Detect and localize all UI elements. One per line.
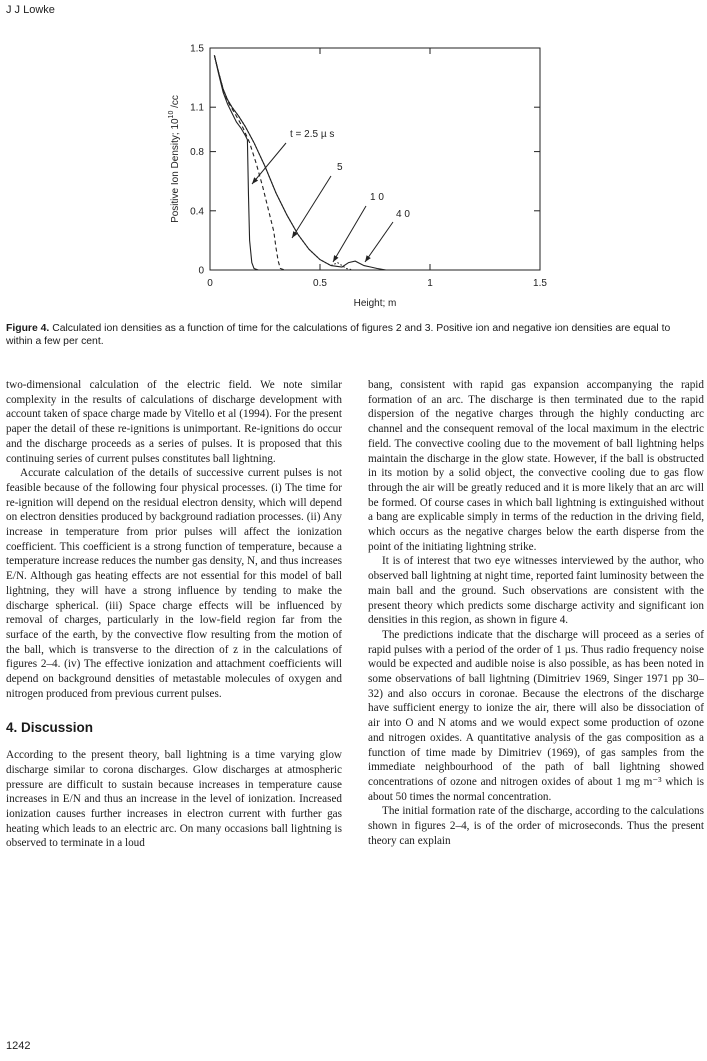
annotation-pointer-2 xyxy=(292,176,331,238)
x-tick-label: 0.5 xyxy=(313,278,327,289)
page-number: 1242 xyxy=(6,1040,31,1052)
left-column xyxy=(6,378,342,851)
left-paragraph-1: two-dimensional calculation of the electric field. We note similar complexity in the results of calculations of discharge development with account taken of space charge made by Vitello et al (1994). For the present paper the detail of these re-ignitions is unimportant. Re-ignitions do occur and the discharge proceeds as a series of pulses. It is proposed that this continuing series of current pulses constitutes ball lightning. xyxy=(6,379,342,465)
y-tick-label: 1.5 xyxy=(190,43,204,55)
annotation-arrowhead-3 xyxy=(333,255,339,262)
curve-annotation-1: t = 2.5 µ s xyxy=(290,129,335,140)
right-paragraph-4: The initial formation rate of the discharge, according to the calculations shown in figures 2–4, is of the order of microseconds. Thus the present theory can explain xyxy=(368,805,704,847)
annotation-arrowhead-4 xyxy=(365,255,371,262)
right-paragraph-2: It is of interest that two eye witnesses interviewed by the author, who observed ball lightning at night time, reported faint luminosity between the main ball and the ground. Such observations are consistent with the present theory which predicts some discharge activity and significant ion densities in this region, as shown in figure 4. xyxy=(368,555,704,627)
y-tick-label: 1.1 xyxy=(190,102,204,114)
y-tick-label: 0.4 xyxy=(190,206,204,218)
series-line-1 xyxy=(214,55,258,270)
section-heading-discussion: 4. Discussion xyxy=(6,720,94,736)
right-column xyxy=(368,378,704,849)
annotation-pointer-3 xyxy=(333,206,366,262)
series-line-4 xyxy=(214,55,386,270)
caption-text: Calculated ion densities as a function of time for the calculations of figures 2 and 3. Positive ion and negative ion densities are equal to within a few per cent. xyxy=(6,323,671,347)
curve-annotation-2: 5 xyxy=(337,162,343,173)
curve-annotation-4: 4 0 xyxy=(396,209,410,220)
x-axis-label: Height; m xyxy=(353,298,397,309)
left-paragraph-2: Accurate calculation of the details of successive current pulses is not feasible because of the following four physical processes. (i) The time for re-ignition will depend on the residual electron density, which will depend on electron densities produced by background radiation processes. (ii) Any increase in temperature from prior pulses will affect the ionization coefficient. This coefficient is a strong function of temperature, because a temperature increase reduces the number gas density, N, and thus increases E/N. Although gas heating effects are not essential for this model of ball lightning, they will have a strong influence by tending to make the discharge spherical. (iii) Space charge effects will be influenced by removal of charges, particularly in the low-field region far from the surface of the earth, by the convective flow resulting from the motion of the ball, which is transverse to the direction of z in the calculations of figures 2–4. (iv) The effective ionization and attachment coefficients will depend on background densities of metastable molecules of oxygen and nitrogen produced from previous current pulses. xyxy=(6,467,343,700)
annotation-pointer-4 xyxy=(365,222,393,262)
y-tick-label: 0.8 xyxy=(190,147,204,159)
ion-density-chart xyxy=(0,0,707,320)
right-paragraph-3: The predictions indicate that the discharge will proceed as a series of rapid pulses with a period of the order of 1 µs. Thus radio frequency noise would be expected and audible noise is also possible, as has been noted in some observations of ball lightning (Dimitriev 1969, Singer 1971 pp 30–32) and also occurs in coronae. Because the electrons of the discharge have sufficient energy to ionize the air, there will also be dissociation of air into O and N atoms and we would expect some production of ozone and nitrogen oxides. A quantitative analysis of the gas composition as a function of time made by Dimitriev (1969), of gas samples from the immediate neighbourhood of the path of ball lightning showed concentrations of ozone and nitrogen oxides of about 1 mg m⁻³ which is about 50 times the normal concentration. xyxy=(368,628,704,803)
series-line-3 xyxy=(214,55,353,270)
right-paragraph-1: bang, consistent with rapid gas expansion accompanying the rapid formation of an arc. The discharge is then terminated due to the rapid dispersion of the negative charges through the highly conducting arc channel and the consequent removal of the local maximum in the electric field. The convective cooling due to the movement of ball lightning helps maintain the discharge in the glow state. However, if the ball is obstructed in its motion by a solid object, the convective cooling due to gas flow through the air will be greatly reduced and it is more likely that an arc will be formed. Of course cases in which ball lightning is extinguished without a bang are explicable simply in terms of the reduction in the driving field, which occurs as the negative charges below the earth disperse from the point of the initiating lightning strike. xyxy=(368,379,704,553)
curve-annotation-3: 1 0 xyxy=(370,192,384,203)
left-paragraph-3: According to the present theory, ball lightning is a time varying glow discharge similar to corona discharges. Glow discharges at atmospheric pressure are difficult to sustain because increases in temperature cause increases in E/N and thus an increase in the level of ionization. Increased ionization causes further increases in electron current with further gas heating which leads to an electric arc. On many occasions ball lightning is observed to terminate in a loud xyxy=(6,749,342,850)
x-tick-label: 0 xyxy=(207,278,213,289)
figure-4 xyxy=(0,0,707,320)
caption-label: Figure 4. xyxy=(6,323,50,334)
figure-caption xyxy=(6,322,696,348)
y-tick-label: 0 xyxy=(198,265,204,277)
x-tick-label: 1.5 xyxy=(533,278,547,289)
y-axis-label: Positive Ion Density; $10^{10}$ /cc xyxy=(168,95,181,223)
running-header: J J Lowke xyxy=(6,4,55,16)
plot-frame xyxy=(210,48,540,270)
x-tick-label: 1 xyxy=(427,278,433,289)
